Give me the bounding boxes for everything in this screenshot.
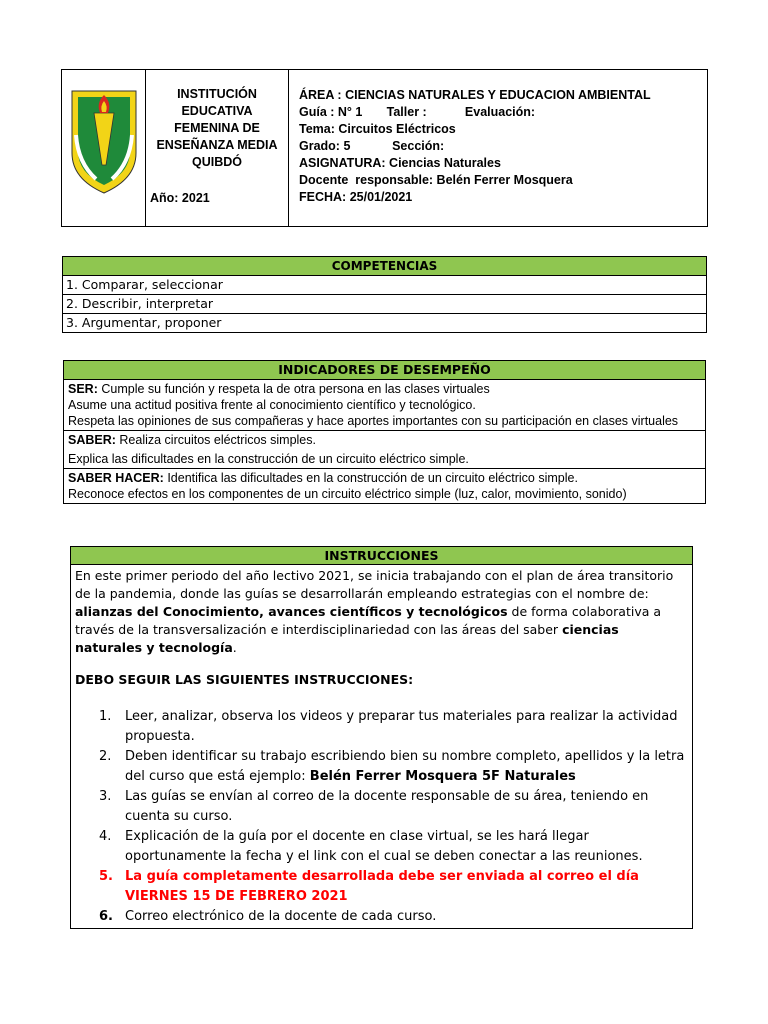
institution-name: INSTITUCIÓN EDUCATIVA FEMENINA DE ENSEÑANZA MEDIA QUIBDÓ — [156, 87, 278, 169]
list-item: 1. Leer, analizar, observa los videos y preparar tus materiales para realizar la actividad propuesta. — [99, 709, 678, 744]
list-item: 4. Explicación de la guía por el docente en clase virtual, se les hará llegar oportunamente la fecha y el link con el cual se deben conectar a las reuniones. — [99, 829, 643, 864]
instructions-list — [75, 707, 688, 927]
saber-block: SABER: Realiza circuitos eléctricos simples. Explica las dificultades en la construcción de un circuito eléctrico simple. — [64, 431, 705, 469]
saber-hacer-block: SABER HACER: Identifica las dificultades en la construcción de un circuito eléctrico simple. Reconoce efectos en los componentes de un circuito eléctrico simple (luz, calor, movimiento, sonido) — [68, 471, 627, 501]
subject-line: ASIGNATURA: Ciencias Naturales — [299, 156, 501, 170]
date-line: FECHA: 25/01/2021 — [299, 190, 413, 204]
school-crest-icon — [68, 87, 140, 197]
competencias-title: COMPETENCIAS — [63, 257, 706, 276]
guide-info — [299, 87, 651, 206]
instructions-heading: DEBO SEGUIR LAS SIGUIENTES INSTRUCCIONES: — [75, 672, 414, 687]
instrucciones-box — [70, 546, 693, 929]
indicadores-table — [63, 360, 706, 504]
intro-paragraph: En este primer periodo del año lectivo 2021, se inicia trabajando con el plan de área transitorio de la pandemia, donde las guías se desarrollarán empleando estrategias con el nombre de: alianzas del Conocimiento, avances científicos y tecnológicos de forma colaborativa a través de la transversalización e interdisciplinariedad con las áreas del saber ciencias naturales y tecnología. — [75, 568, 674, 655]
list-item: 3. Las guías se envían al correo de la docente responsable de su área, teniendo en cuenta su curso. — [99, 789, 649, 824]
competencias-table — [62, 256, 707, 333]
topic-line: Tema: Circuitos Eléctricos — [299, 122, 456, 136]
list-item: 2. Deben identificar su trabajo escribiendo bien su nombre completo, apellidos y la letra del curso que está ejemplo: Belén Ferrer Mosquera 5F Naturales — [99, 749, 685, 784]
competencia-item: 2. Describir, interpretar — [63, 295, 706, 314]
teacher-line: Docente responsable: Belén Ferrer Mosquera — [299, 173, 573, 187]
ser-block: SER: Cumple su función y respeta la de otra persona en las clases virtuales Asume una actitud positiva frente al conocimiento científico y tecnológico. Respeta las opiniones de sus compañeras y hace aportes importantes con su participación en clases virtuales — [64, 380, 705, 431]
area-line: ÁREA : CIENCIAS NATURALES Y EDUCACION AMBIENTAL — [299, 88, 651, 102]
instrucciones-title: INSTRUCCIONES — [71, 547, 692, 565]
year-label: Año: 2021 — [150, 191, 210, 205]
guide-line: Guía : N° 1 Taller : Evaluación: — [299, 105, 536, 119]
header-box — [61, 69, 708, 227]
indicadores-title: INDICADORES DE DESEMPEÑO — [64, 361, 705, 380]
competencia-item: 3. Argumentar, proponer — [66, 315, 222, 330]
competencia-item: 1. Comparar, seleccionar — [63, 276, 706, 295]
list-item: 6. Correo electrónico de la docente de cada curso. — [99, 909, 437, 924]
grade-line: Grado: 5 Sección: — [299, 139, 445, 153]
list-item: 5. La guía completamente desarrollada debe ser enviada al correo el día VIERNES 15 DE FEBRERO 2021 — [99, 869, 639, 904]
